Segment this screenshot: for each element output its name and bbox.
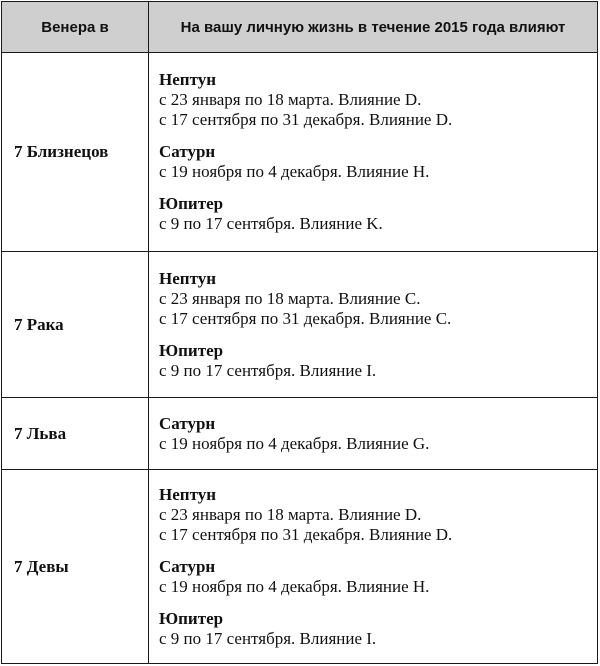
planet-block	[159, 194, 589, 234]
table-header-row	[2, 2, 598, 53]
venus-sign: 7 Девы	[2, 470, 149, 664]
period-line: с 19 ноября по 4 декабря. Влияние H.	[159, 576, 430, 596]
venus-sign: 7 Рака	[2, 252, 149, 398]
planet-name: Сатурн	[159, 142, 216, 161]
influences-cell	[149, 252, 598, 398]
period-line: с 23 января по 18 марта. Влияние D.	[159, 504, 422, 524]
period-line: с 19 ноября по 4 декабря. Влияние H.	[159, 162, 430, 181]
planet-name: Нептун	[159, 70, 216, 89]
planet-block	[159, 269, 589, 329]
table-row	[2, 252, 598, 398]
table-row	[2, 53, 598, 252]
period-line: с 9 по 17 сентября. Влияние K.	[159, 214, 383, 233]
table-row	[2, 470, 598, 664]
planet-name: Нептун	[159, 484, 216, 504]
period-line: с 9 по 17 сентября. Влияние I.	[159, 360, 377, 380]
header-influences: На вашу личную жизнь в течение 2015 года влияют	[149, 2, 598, 53]
planet-name: Сатурн	[159, 413, 216, 433]
influences-cell	[149, 53, 598, 252]
planet-block	[159, 70, 589, 130]
period-line: с 17 сентября по 31 декабря. Влияние C.	[159, 308, 452, 328]
period-line: с 23 января по 18 марта. Влияние C.	[159, 288, 421, 308]
planet-block	[159, 485, 589, 545]
influence-table	[1, 1, 598, 664]
planet-block	[159, 142, 589, 182]
period-line: с 17 сентября по 31 декабря. Влияние D.	[159, 524, 453, 544]
planet-name: Юпитер	[159, 194, 224, 213]
period-line: с 19 ноября по 4 декабря. Влияние G.	[159, 433, 430, 453]
header-venus-in: Венера в	[2, 2, 149, 53]
influences-cell	[149, 398, 598, 470]
period-line: с 23 января по 18 марта. Влияние D.	[159, 90, 422, 109]
planet-name: Юпитер	[159, 608, 224, 628]
period-line: с 17 сентября по 31 декабря. Влияние D.	[159, 110, 453, 129]
planet-block	[159, 414, 589, 454]
venus-sign: 7 Близнецов	[2, 53, 149, 252]
planet-block	[159, 557, 589, 597]
venus-sign: 7 Льва	[2, 398, 149, 470]
planet-name: Юпитер	[159, 340, 224, 360]
table-row	[2, 398, 598, 470]
planet-name: Нептун	[159, 268, 216, 288]
influences-cell	[149, 470, 598, 664]
planet-block	[159, 341, 589, 381]
period-line: с 9 по 17 сентября. Влияние I.	[159, 628, 377, 648]
planet-name: Сатурн	[159, 556, 216, 576]
planet-block	[159, 609, 589, 649]
